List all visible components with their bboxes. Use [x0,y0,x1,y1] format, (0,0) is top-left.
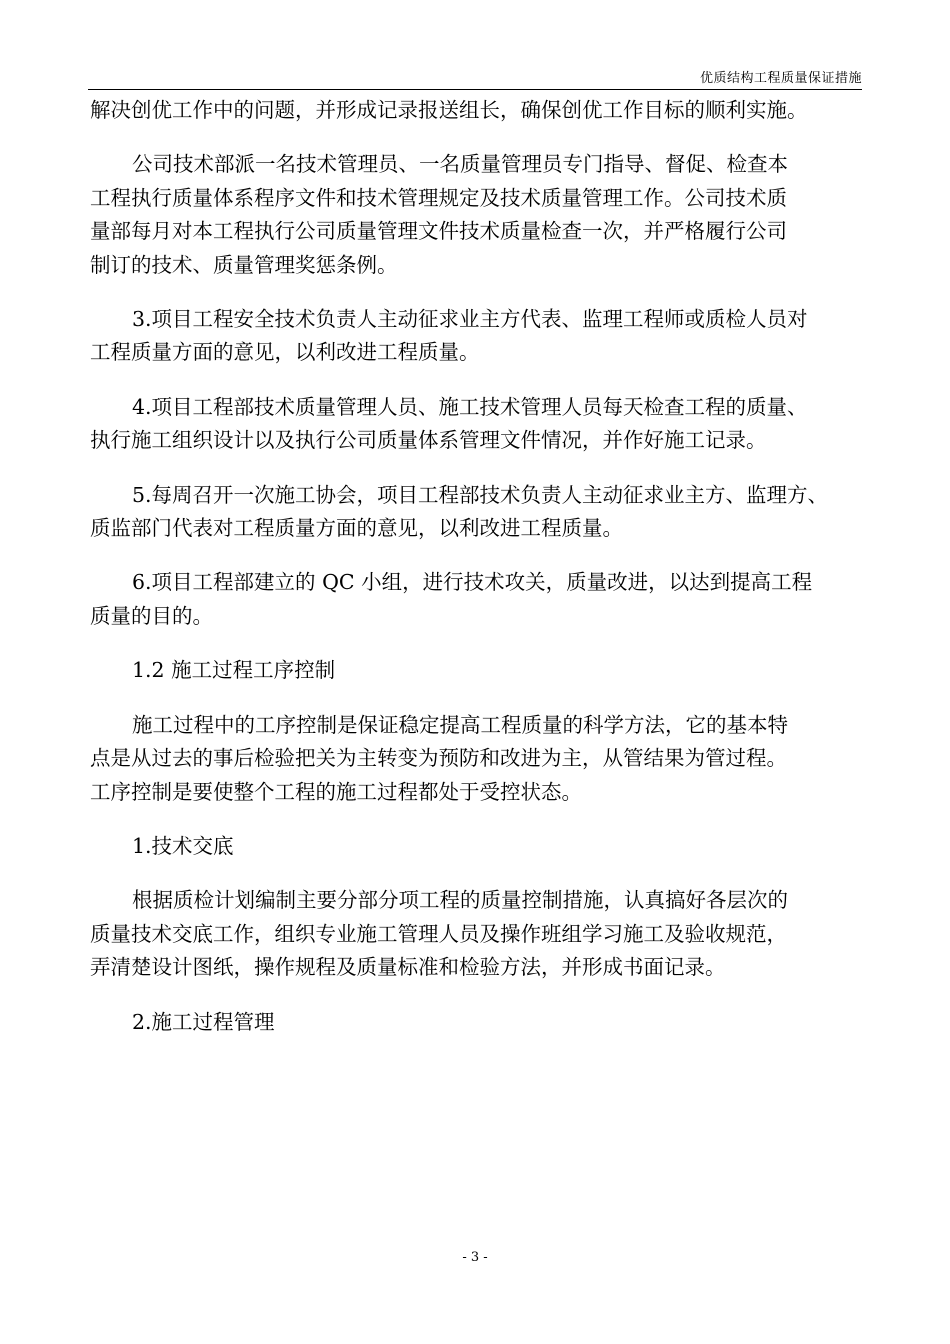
paragraph [90,391,862,458]
text-line: 施工过程中的工序控制是保证稳定提高工程质量的科学方法，它的基本特 [132,712,788,737]
text-line: 工程执行质量体系程序文件和技术管理规定及技术质量管理工作。公司技术质 [90,185,787,210]
paragraph [90,830,862,863]
header-divider [88,89,862,90]
text-line: 弄清楚设计图纸，操作规程及质量标准和检验方法，并形成书面记录。 [90,955,726,980]
text-line: 质量技术交底工作，组织专业施工管理人员及操作班组学习施工及验收规范， [90,921,787,946]
text-line: 制订的技术、质量管理奖惩条例。 [90,252,398,277]
paragraph [90,148,862,282]
text-line: 质监部门代表对工程质量方面的意见，以利改进工程质量。 [90,516,623,541]
text-line: 6.项目工程部建立的 QC 小组，进行技术攻关，质量改进，以达到提高工程 [132,570,813,595]
text-line: 1.技术交底 [132,833,234,858]
paragraph [90,1006,862,1039]
text-line: 2.施工过程管理 [132,1009,275,1034]
text-line: 工程质量方面的意见，以利改进工程质量。 [90,340,480,365]
paragraph-gap [90,688,862,709]
text-line: 执行施工组织设计以及执行公司质量体系管理文件情况，并作好施工记录。 [90,428,767,453]
text-line: 公司技术部派一名技术管理员、一名质量管理员专门指导、督促、检查本 [132,152,788,177]
text-line: 质量的目的。 [90,603,213,628]
text-line: 4.项目工程部技术质量管理人员、施工技术管理人员每天检查工程的质量、 [132,394,808,419]
running-title: 优质结构工程质量保证措施 [699,71,862,86]
paragraph-gap [90,985,862,1006]
paragraph-gap [90,370,862,391]
paragraph [90,94,862,127]
text-line: 5.每周召开一次施工协会，项目工程部技术负责人主动征求业主方、监理方、 [132,482,829,507]
paragraph-gap [90,545,862,566]
paragraph-gap [90,127,862,148]
text-line: 3.项目工程安全技术负责人主动征求业主方代表、监理工程师或质检人员对 [132,307,808,332]
text-line: 1.2 施工过程工序控制 [132,658,336,683]
text-line: 量部每月对本工程执行公司质量管理文件技术质量检查一次，并严格履行公司 [90,219,787,244]
text-line: 工序控制是要使整个工程的施工过程都处于受控状态。 [90,779,582,804]
paragraph [90,709,862,809]
paragraph-gap [90,282,862,303]
paragraph-gap [90,458,862,479]
text-line: 点是从过去的事后检验把关为主转变为预防和改进为主，从管结果为管过程。 [90,746,787,771]
paragraph [90,303,862,370]
paragraph [90,884,862,984]
paragraph-gap [90,863,862,884]
paragraph [90,566,862,633]
paragraph-gap [90,809,862,830]
paragraph-gap [90,633,862,654]
text-line: 解决创优工作中的问题，并形成记录报送组长，确保创优工作目标的顺利实施。 [90,98,808,122]
paragraph [90,654,862,687]
document-body [90,94,862,1039]
page-number: - 3 - [462,1250,488,1265]
paragraph [90,479,862,546]
text-line: 根据质检计划编制主要分部分项工程的质量控制措施，认真搞好各层次的 [132,888,788,913]
